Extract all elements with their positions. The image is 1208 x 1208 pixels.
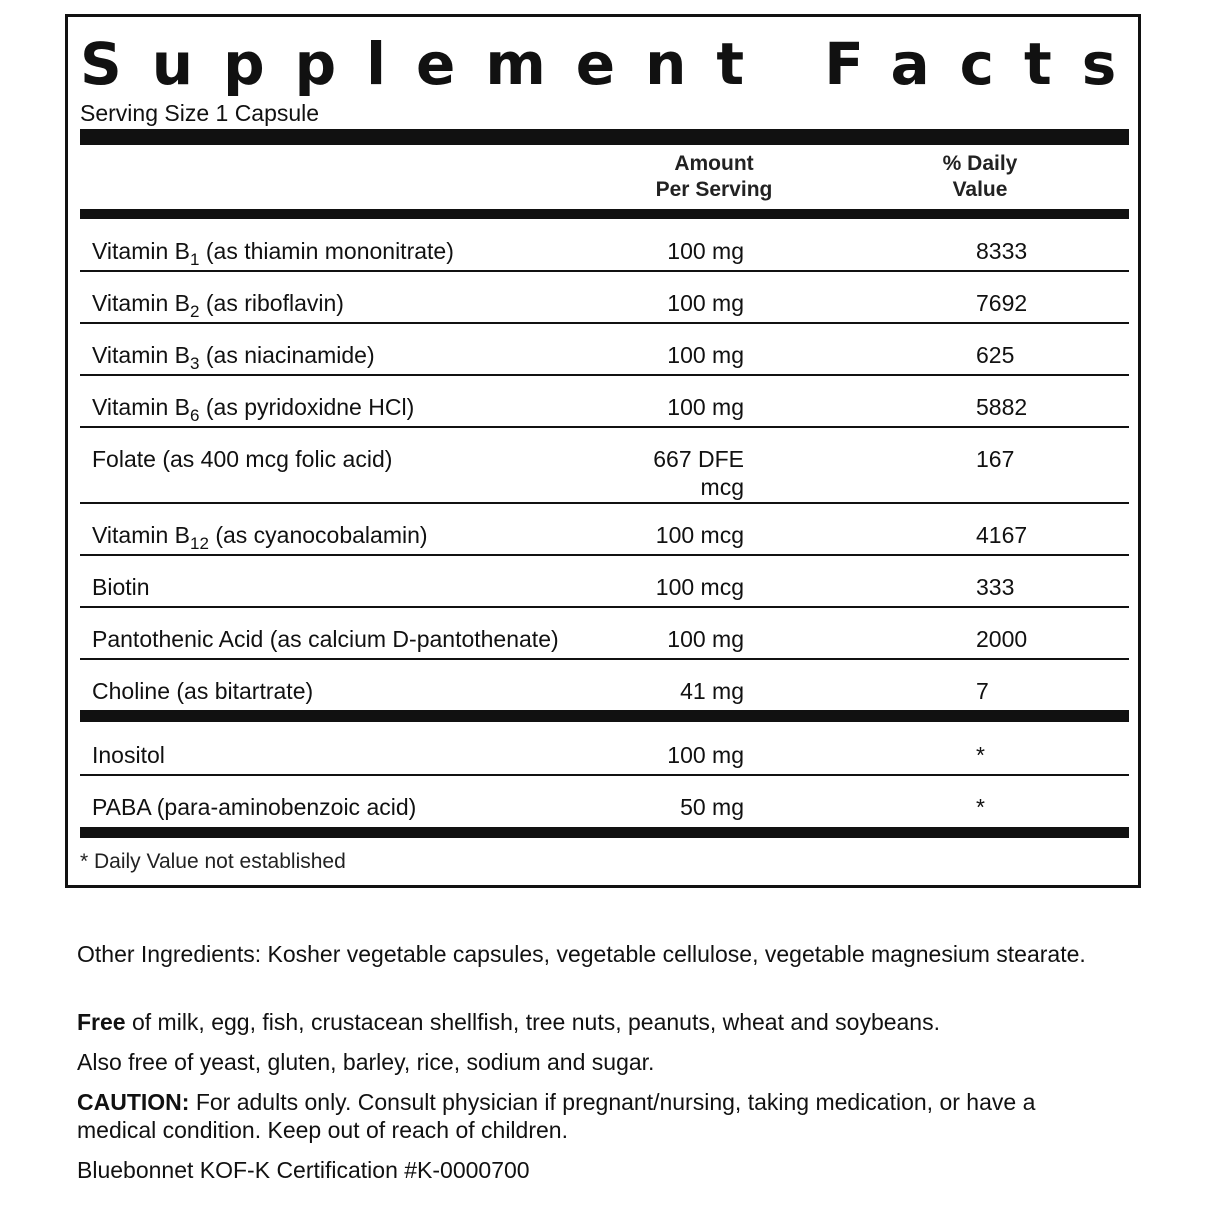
row-divider (80, 774, 1129, 776)
certification: Bluebonnet KOF-K Certification #K-0000700 (77, 1157, 530, 1183)
nutrient-dv: 333 (976, 574, 1015, 600)
nutrient-name: Folate (as 400 mcg folic acid) (92, 446, 393, 472)
nutrient-amount: 100 mg (667, 238, 744, 264)
nutrient-amount: 100 mg (667, 626, 744, 652)
nutrient-name: PABA (para-aminobenzoic acid) (92, 794, 417, 820)
supplement-facts-panel (65, 14, 1147, 888)
nutrient-name: Vitamin $B_1$ (as thiamin mononitrate) (92, 238, 454, 269)
nutrient-name: Biotin (92, 574, 150, 600)
row-divider (80, 426, 1129, 428)
row-divider (80, 374, 1129, 376)
header-daily-value: % Daily Value (942, 152, 1018, 201)
nutrient-dv: 2000 (976, 626, 1028, 652)
serving-size: Serving Size 1 Capsule (80, 100, 320, 126)
nutrient-dv: 625 (976, 342, 1015, 368)
nutrient-name: Inositol (92, 742, 165, 768)
nutrient-name: Choline (as bitartrate) (92, 678, 314, 704)
nutrient-amount: 50 mg (680, 794, 744, 820)
section-rule (80, 710, 1129, 722)
row-divider (80, 502, 1129, 504)
nutrient-dv: 7 (976, 678, 989, 704)
nutrient-name: Vitamin $B_3$ (as niacinamide) (92, 342, 375, 373)
other-ingredients: Other Ingredients: Kosher vegetable capsules, vegetable cellulose, vegetable magnesium stearate. (77, 941, 1086, 967)
allergen-free-statement: Free of milk, egg, fish, crustacean shellfish, tree nuts, peanuts, wheat and soybeans. (77, 1009, 940, 1035)
caution-statement: CAUTION: For adults only. Consult physician if pregnant/nursing, taking medication, or have a medical condition. Keep out of reach of children. (77, 1089, 1036, 1143)
nutrient-amount: 100 mcg (655, 522, 744, 548)
nutrient-name: Vitamin $B_2$ (as riboflavin) (92, 290, 344, 321)
panel-title: Supplement Facts (80, 30, 1147, 98)
nutrient-dv: 8333 (976, 238, 1028, 264)
nutrient-amount: 100 mg (667, 394, 744, 420)
top-thick-rule (80, 129, 1129, 145)
nutrient-name: Pantothenic Acid (as calcium D-pantothenate) (92, 626, 559, 652)
nutrient-amount: 100 mg (667, 342, 744, 368)
nutrient-name: Vitamin $B_6$ (as pyridoxidne HCl) (92, 394, 415, 425)
nutrient-dv: 5882 (976, 394, 1028, 420)
header-rule (80, 209, 1129, 219)
header-amount: Amount Per Serving (655, 152, 773, 201)
nutrient-dv: 4167 (976, 522, 1028, 548)
also-free-statement: Also free of yeast, gluten, barley, rice, sodium and sugar. (77, 1049, 655, 1075)
nutrient-amount: 667 DFE mcg (653, 446, 744, 500)
daily-value-footnote: * Daily Value not established (80, 850, 346, 873)
row-divider (80, 658, 1129, 660)
nutrient-dv: 7692 (976, 290, 1028, 316)
row-divider (80, 270, 1129, 272)
nutrient-amount: 100 mcg (655, 574, 744, 600)
nutrient-amount: 100 mg (667, 742, 744, 768)
row-divider (80, 554, 1129, 556)
nutrient-amount: 41 mg (680, 678, 744, 704)
bottom-rule (80, 827, 1129, 838)
nutrient-name: Vitamin $B_{12}$ (as cyanocobalamin) (92, 522, 428, 553)
nutrient-dv: * (976, 742, 985, 768)
nutrient-dv: 167 (976, 446, 1015, 472)
nutrient-amount: 100 mg (667, 290, 744, 316)
nutrient-dv: * (976, 794, 985, 820)
row-divider (80, 322, 1129, 324)
row-divider (80, 606, 1129, 608)
